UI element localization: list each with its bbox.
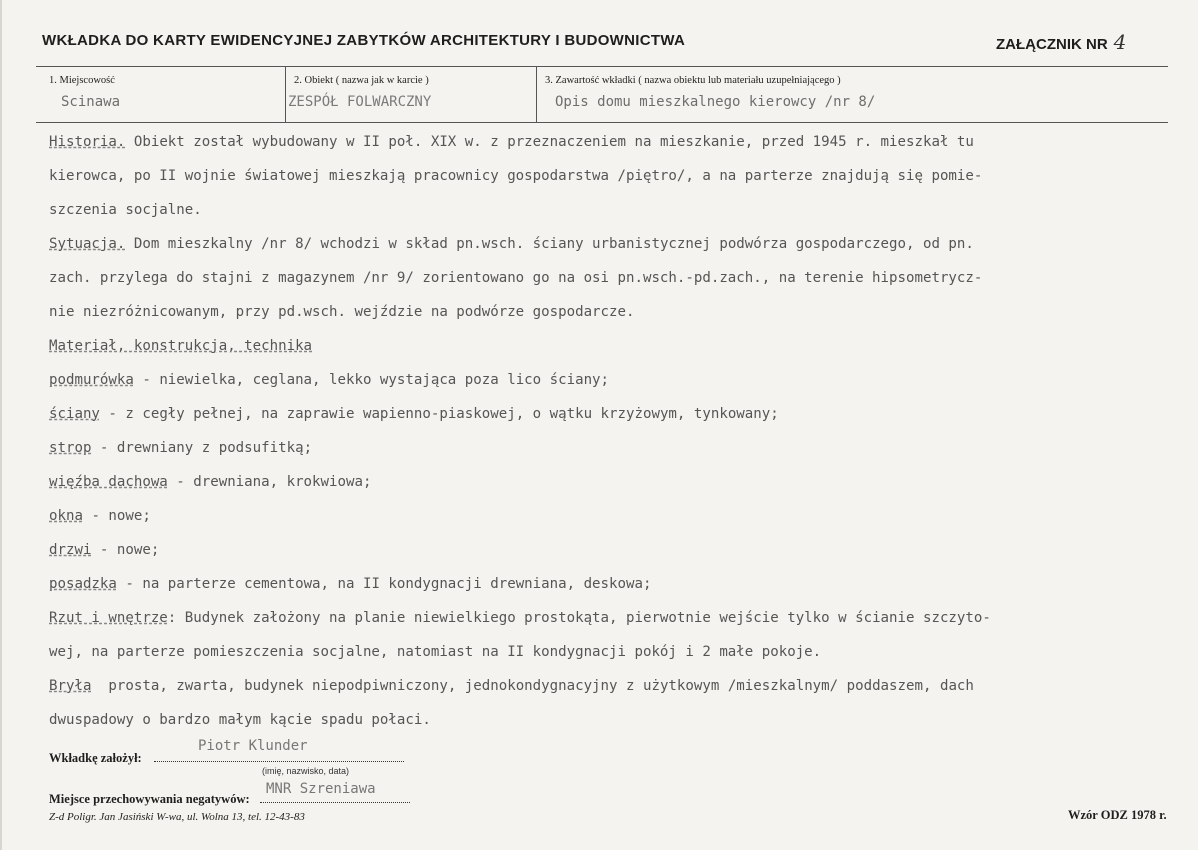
contents-value: Opis domu mieszkalnego kierowcy /nr 8/ <box>555 94 876 110</box>
drzwi-heading: drzwi <box>49 542 92 558</box>
strop-text: - drewniany z podsufitką; <box>91 440 313 456</box>
storage-label: Miejsce przechowywania negatywów: <box>49 792 250 806</box>
sytuacja-heading: Sytuacja. <box>49 236 126 252</box>
author-label: Wkładkę założył: <box>49 751 142 765</box>
historia-text-1: Obiekt został wybudowany w II poł. XIX w. z przeznaczeniem na mieszkanie, przed 1945 r. mieszkał tu <box>125 134 974 150</box>
locality-field <box>36 67 285 122</box>
annex-label <box>996 30 1126 54</box>
drzwi-text: - nowe; <box>91 542 160 558</box>
drzwi-line <box>49 540 159 560</box>
podmurowka-text: - niewielka, ceglana, lekko wystająca poza lico ściany; <box>133 372 610 388</box>
sytuacja-text-1: Dom mieszkalny /nr 8/ wchodzi w skład pn.wsch. ściany urbanistycznej podwórza gospodarczego, od pn. <box>125 236 974 252</box>
wiezba-heading: więźba dachowa <box>49 474 168 490</box>
bryla-line-1 <box>49 676 974 696</box>
strop-line <box>49 438 312 458</box>
rzut-line-1 <box>49 608 991 628</box>
sciany-text: - z cegły pełnej, na zaprawie wapienno-piaskowej, o wątku krzyżowym, tynkowany; <box>99 406 779 422</box>
bryla-heading: Bryła <box>49 678 92 694</box>
sytuacja-line-1 <box>49 234 974 254</box>
posadzka-text: - na parterze cementowa, na II kondygnacji drewniana, deskowa; <box>116 576 652 592</box>
historia-heading: Historia. <box>49 134 126 150</box>
strop-heading: strop <box>49 440 92 456</box>
historia-line-2: kierowca, po II wojnie światowej mieszkają pracownicy gospodarstwa /piętro/, a na parterze znajdują się pomie- <box>49 168 983 184</box>
podmurowka-line <box>49 370 609 390</box>
historia-line-3: szczenia socjalne. <box>49 202 202 218</box>
rzut-text-1: : Budynek założony na planie niewielkiego prostokąta, pierwotnie wejście tylko w ścianie szczyto- <box>167 610 991 626</box>
material-line <box>49 336 312 356</box>
wiezba-text: - drewniana, krokwiowa; <box>167 474 372 490</box>
form-model: Wzór ODZ 1978 r. <box>1068 808 1167 822</box>
annex-number: 4 <box>1113 30 1127 54</box>
okna-heading: okna <box>49 508 83 524</box>
object-field <box>285 67 536 122</box>
locality-label: 1. Miejscowość <box>49 75 115 86</box>
object-value: ZESPÓŁ FOLWARCZNY <box>288 94 432 110</box>
material-heading: Materiał, konstrukcja, technika <box>49 338 313 354</box>
author-value: Piotr Klunder <box>198 738 308 754</box>
bryla-text-1: prosta, zwarta, budynek niepodpiwniczony, jednokondygnacyjny z użytkowym /mieszkalnym/ poddaszem, dach <box>91 678 974 694</box>
bryla-line-2: dwuspadowy o bardzo małym kącie spadu połaci. <box>49 712 431 728</box>
card-title: WKŁADKA DO KARTY EWIDENCYJNEJ ZABYTKÓW ARCHITEKTURY I BUDOWNICTWA <box>42 32 686 49</box>
sciany-line <box>49 404 779 424</box>
printer-imprint: Z-d Poligr. Jan Jasiński W-wa, ul. Wolna 13, tel. 12-43-83 <box>49 811 305 823</box>
author-dotted-line <box>154 760 404 762</box>
sytuacja-line-2: zach. przylega do stajni z magazynem /nr 9/ zorientowano go na osi pn.wsch.-pd.zach., na terenie hipsometrycz- <box>49 270 983 286</box>
okna-line <box>49 506 151 526</box>
wiezba-line <box>49 472 371 492</box>
rzut-heading: Rzut i wnętrze <box>49 610 168 626</box>
okna-text: - nowe; <box>82 508 151 524</box>
locality-value: Scinawa <box>61 94 121 110</box>
author-hint: (imię, nazwisko, data) <box>262 766 350 776</box>
sciany-heading: ściany <box>49 406 100 422</box>
historia-line-1 <box>49 132 974 152</box>
storage-value: MNR Szreniawa <box>266 781 376 797</box>
podmurowka-heading: podmurówka <box>49 372 134 388</box>
fields-row <box>36 66 1168 123</box>
contents-label: 3. Zawartość wkładki ( nazwa obiektu lub materiału uzupełniającego ) <box>545 75 841 86</box>
contents-field <box>536 67 1168 122</box>
sytuacja-line-3: nie niezróżnicowanym, przy pd.wsch. wejździe na podwórze gospodarcze. <box>49 304 635 320</box>
object-label: 2. Obiekt ( nazwa jak w karcie ) <box>294 75 429 86</box>
rzut-line-2: wej, na parterze pomieszczenia socjalne, natomiast na II kondygnacji pokój i 2 małe pokoje. <box>49 644 822 660</box>
annex-label-text: ZAŁĄCZNIK NR <box>996 36 1108 53</box>
posadzka-line <box>49 574 651 594</box>
storage-dotted-line <box>260 801 410 803</box>
posadzka-heading: posadzka <box>49 576 117 592</box>
